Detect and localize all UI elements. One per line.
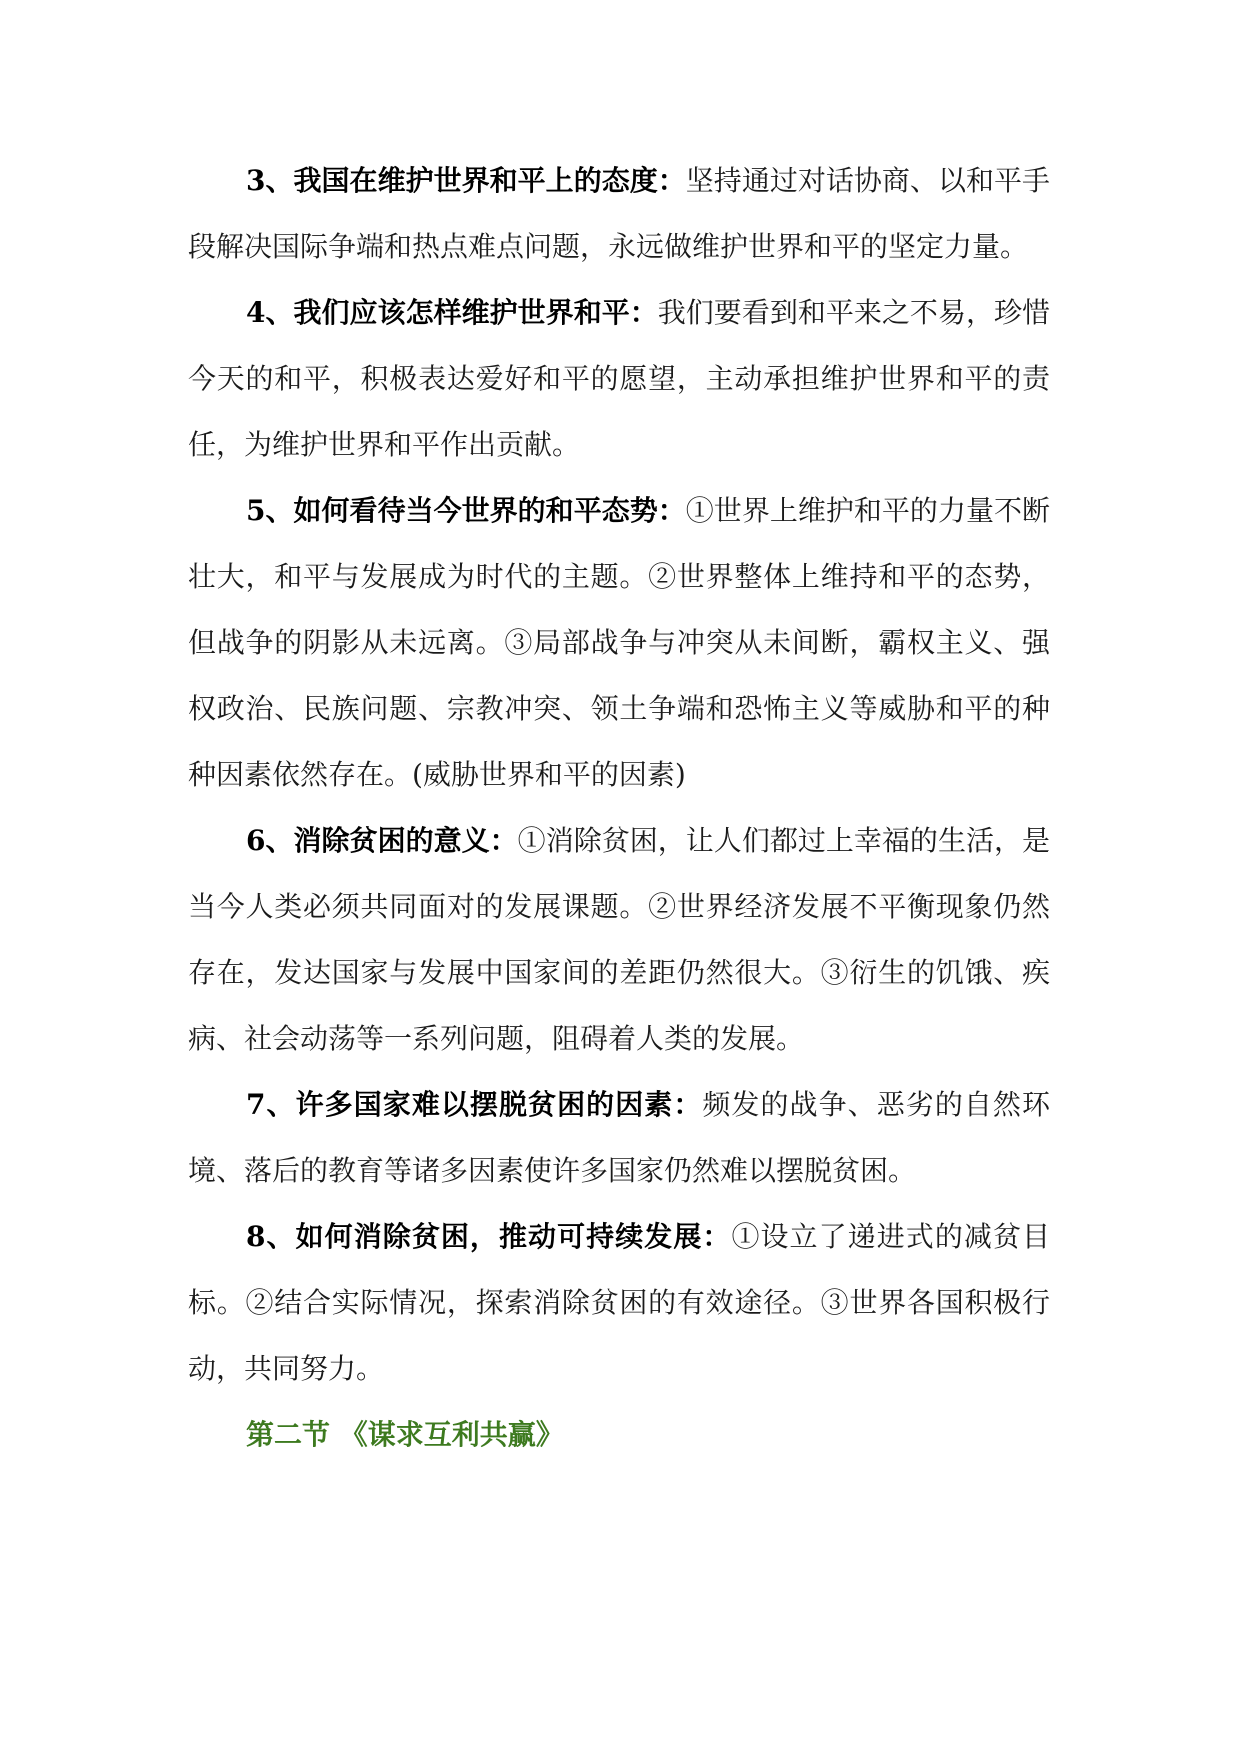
point-5-body: ①世界上维护和平的力量不断壮大，和平与发展成为时代的主题。②世界整体上维持和平的态势，但战争的阴影从未远离。③局部战争与冲突从未间断，霸权主义、强权政治、民族问题、宗教冲突、领土争端和恐怖主义等威胁和平的种种因素依然存在。(威胁世界和平的因素)	[188, 494, 1050, 791]
point-8-paragraph	[188, 1204, 1050, 1402]
point-6-body: ①消除贫困，让人们都过上幸福的生活，是当今人类必须共同面对的发展课题。②世界经济发展不平衡现象仍然存在，发达国家与发展中国家间的差距仍然很大。③衍生的饥饿、疾病、社会动荡等一系列问题，阻碍着人类的发展。	[188, 824, 1050, 1055]
point-5-paragraph	[188, 478, 1050, 808]
point-4-paragraph	[188, 280, 1050, 478]
point-7-body: 频发的战争、恶劣的自然环境、落后的教育等诸多因素使许多国家仍然难以摆脱贫困。	[188, 1088, 1050, 1187]
point-6-heading: 6、消除贫困的意义：	[246, 824, 518, 857]
point-3-body: 坚持通过对话协商、以和平手段解决国际争端和热点难点问题，永远做维护世界和平的坚定力量。	[188, 164, 1050, 263]
document-content	[188, 148, 1050, 1468]
point-8-body: ①设立了递进式的减贫目标。②结合实际情况，探索消除贫困的有效途径。③世界各国积极行动，共同努力。	[188, 1220, 1050, 1385]
point-6-paragraph	[188, 808, 1050, 1072]
point-7-heading: 7、许多国家难以摆脱贫困的因素：	[246, 1088, 703, 1121]
point-3-heading: 3、我国在维护世界和平上的态度：	[246, 164, 686, 197]
point-8-heading: 8、如何消除贫困，推动可持续发展：	[246, 1220, 732, 1253]
point-7-paragraph	[188, 1072, 1050, 1204]
section-title: 第二节 《谋求互利共赢》	[246, 1418, 564, 1451]
point-4-heading: 4、我们应该怎样维护世界和平：	[246, 296, 658, 329]
point-3-paragraph	[188, 148, 1050, 280]
point-4-body: 我们要看到和平来之不易，珍惜今天的和平，积极表达爱好和平的愿望，主动承担维护世界和平的责任，为维护世界和平作出贡献。	[188, 296, 1050, 461]
point-5-heading: 5、如何看待当今世界的和平态势：	[246, 494, 686, 527]
